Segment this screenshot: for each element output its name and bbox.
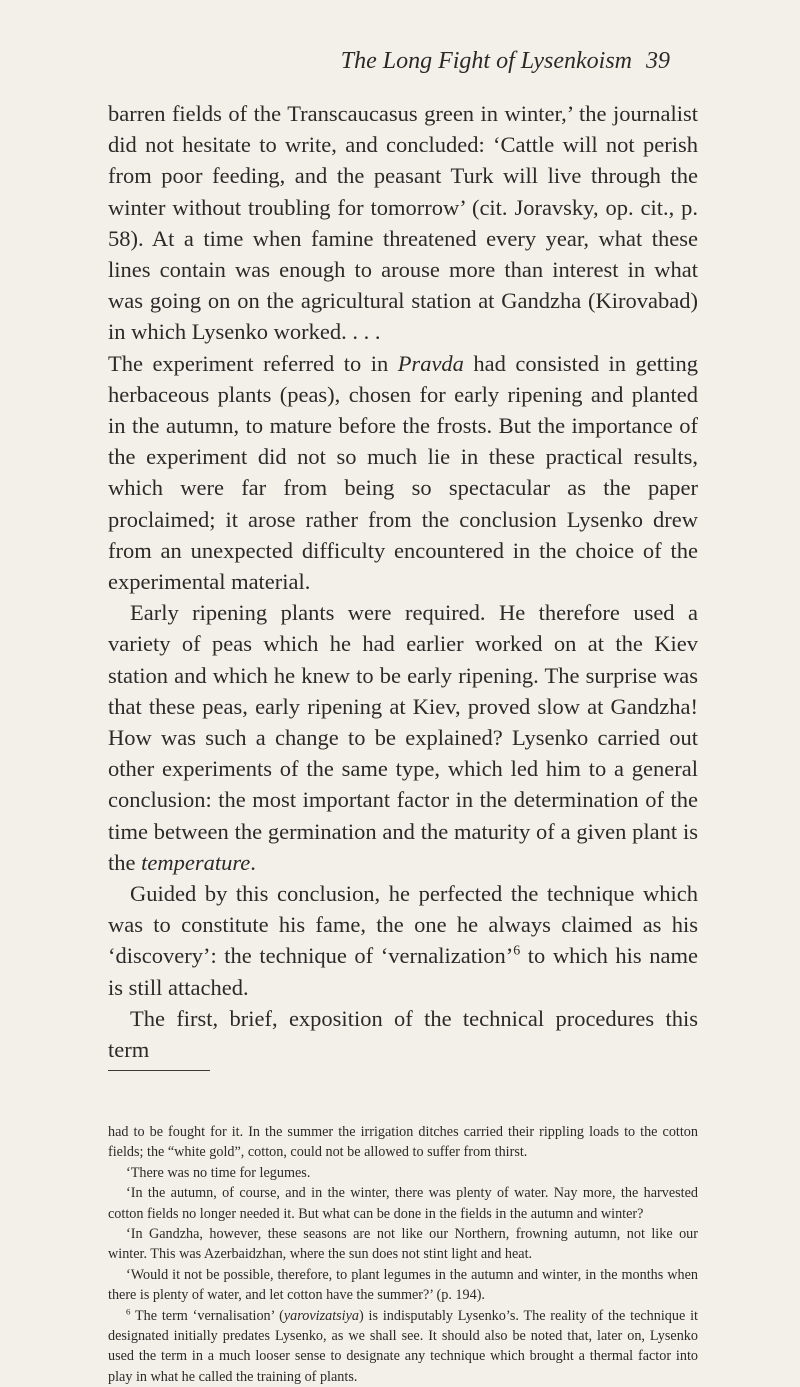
paragraph-2-text-b: had consisted in getting herbaceous plants (peas), chosen for early ripening and planted in the autumn, to mature before the frosts. But the importance of the experiment did not so much lie in these practical results, which were far from being so spectacular as the paper proclaimed; it arose rather from the conclusion Lysenko drew from an unexpected difficulty encountered in the choice of the experimental material.	[108, 350, 699, 595]
paragraph-3-text-a: Early ripening plants were required. He therefore used a variety of peas which he had earlier worked on at the Kiev station and which he knew to be early ripening. The surprise was that these peas, early ripening at Kiev, proved slow at Gandzha! How was such a change to be explained? Lysenko carried out other experiments of the same type, which led him to a general conclusion: the most important factor in the determination of the time between the germination and the maturity of a given plant is the	[108, 600, 698, 875]
paragraph-2	[108, 348, 698, 598]
footnote-ref-6[interactable]: 6	[513, 943, 521, 959]
paragraph-3-text-b: .	[250, 849, 256, 875]
footnote-divider	[108, 1070, 210, 1071]
temperature-emphasis: temperature	[141, 849, 251, 875]
footnote-6-marker: 6	[126, 1305, 131, 1316]
footnote-continuation-text: had to be fought for it. In the summer the irrigation ditches carried their rippling loads to the cotton fields; the “white gold”, cotton, could not be allowed to suffer from thirst.	[108, 1124, 698, 1161]
footnote-quote-4-text: ‘Would it not be possible, therefore, to plant legumes in the autumn and winter, in the months when there is plenty of water, and let cotton have the summer?’ (p. 194).	[108, 1266, 698, 1304]
paragraph-5-text: The first, brief, exposition of the technical procedures this term	[108, 1005, 698, 1063]
footnote-6-text-b: ) is indisputably Lysenko’s. The reality of the technique it designated initially predates Lysenko, as we shall see. It should also be noted that, later on, Lysenko used the term in a much looser sense to designate any technique which brought a thermal factor into play in what he called the training of plants.	[108, 1307, 698, 1385]
footnote-continuation	[108, 1122, 698, 1163]
page-number: 39	[646, 48, 670, 74]
paragraph-1-text: barren fields of the Transcaucasus green in winter,’ the journalist did not hesitate to write, and concluded: ‘Cattle will not perish from poor feeding, and the peasant Turk will live through the winter without troubling for tomorrow’ (cit. Joravsky, op. cit., p. 58). At a time when famine threatened every year, what these lines contain was enough to arouse more than interest in what was going on on the agricultural station at Gandzha (Kirovabad) in which Lysenko worked. . . .	[108, 101, 698, 345]
paragraph-4-text-a: Guided by this conclusion, he perfected the technique which was to constitute his fame, the one he always claimed as his ‘discovery’: the technique of ‘vernalization’	[108, 881, 698, 969]
footnote-quote-3	[108, 1224, 698, 1265]
footnote-quote-1-text: ‘There was no time for legumes.	[126, 1164, 311, 1181]
pravda-title: Pravda	[397, 350, 464, 376]
footnote-6	[108, 1306, 698, 1387]
footnotes	[108, 1122, 698, 1387]
footnote-quote-4	[108, 1265, 698, 1306]
footnote-quote-2-text: ‘In the autumn, of course, and in the winter, there was plenty of water. Nay more, the harvested cotton fields no longer needed it. But what can be done in the fields in the autumn and winter?	[108, 1185, 698, 1222]
footnote-quote-1	[108, 1163, 698, 1183]
paragraph-3	[108, 597, 698, 878]
paragraph-4-text-b: to which his name is still attached.	[108, 943, 698, 1000]
footnote-quote-3-text: ‘In Gandzha, however, these seasons are not like our Northern, frowning autumn, not like our winter. This was Azerbaidzhan, where the sun does not stint light and heat.	[108, 1226, 698, 1263]
footnote-6-text-a: The term ‘vernalisation’ (	[130, 1307, 284, 1324]
running-title: The Long Fight of Lysenkoism	[340, 48, 632, 74]
body-text	[108, 98, 698, 1065]
paragraph-5	[108, 1003, 698, 1065]
footnote-quote-2	[108, 1183, 698, 1224]
paragraph-1	[108, 98, 698, 348]
paragraph-2-text-a: The experiment referred to in	[108, 350, 398, 376]
running-header	[341, 48, 670, 75]
yarovizatsiya-term: yarovizatsiya	[283, 1307, 360, 1324]
paragraph-4	[108, 878, 698, 1003]
